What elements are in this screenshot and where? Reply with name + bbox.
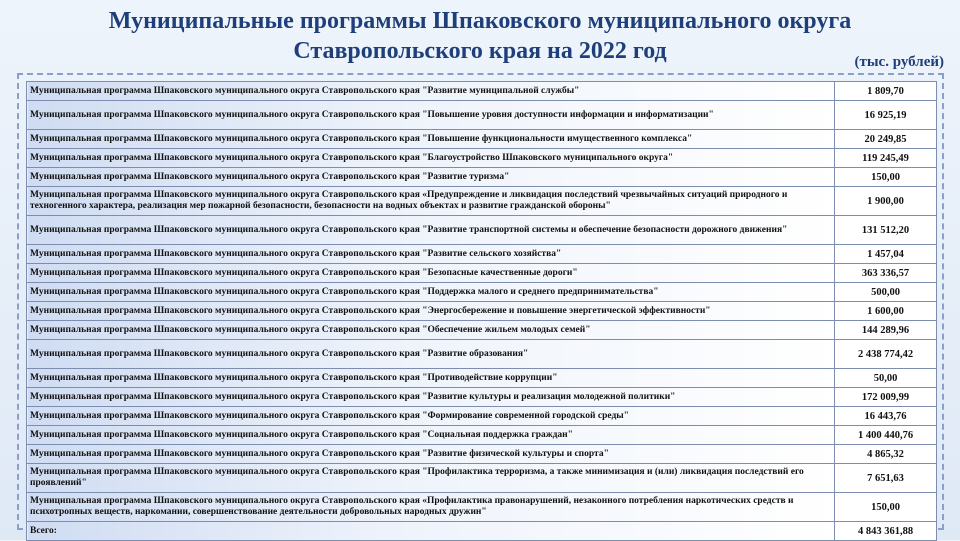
program-amount: 16 925,19 bbox=[835, 101, 937, 130]
program-name: Муниципальная программа Шпаковского муниципального округа Ставропольского края "Развитие сельского хозяйства" bbox=[27, 245, 835, 264]
table-row bbox=[27, 216, 937, 245]
program-name: Муниципальная программа Шпаковского муниципального округа Ставропольского края "Развитие образования" bbox=[27, 340, 835, 369]
programs-table bbox=[26, 81, 937, 541]
program-name: Муниципальная программа Шпаковского муниципального округа Ставропольского края "Формирование современной городской среды" bbox=[27, 407, 835, 426]
title-line-2: Ставропольского края на 2022 год bbox=[293, 38, 667, 64]
program-amount: 50,00 bbox=[835, 369, 937, 388]
program-amount: 1 809,70 bbox=[835, 82, 937, 101]
program-name: Муниципальная программа Шпаковского муниципального округа Ставропольского края "Безопасные качественные дороги" bbox=[27, 264, 835, 283]
total-label: Всего: bbox=[27, 522, 835, 541]
program-amount: 172 009,99 bbox=[835, 388, 937, 407]
program-amount: 500,00 bbox=[835, 283, 937, 302]
program-amount: 4 865,32 bbox=[835, 445, 937, 464]
table-row bbox=[27, 388, 937, 407]
program-name: Муниципальная программа Шпаковского муниципального округа Ставропольского края "Противодействие коррупции" bbox=[27, 369, 835, 388]
program-amount: 2 438 774,42 bbox=[835, 340, 937, 369]
table-row bbox=[27, 149, 937, 168]
program-name: Муниципальная программа Шпаковского муниципального округа Ставропольского края "Поддержка малого и среднего предпринимательства" bbox=[27, 283, 835, 302]
program-amount: 20 249,85 bbox=[835, 130, 937, 149]
program-amount: 363 336,57 bbox=[835, 264, 937, 283]
program-name: Муниципальная программа Шпаковского муниципального округа Ставропольского края "Развитие муниципальной службы" bbox=[27, 82, 835, 101]
program-name: Муниципальная программа Шпаковского муниципального округа Ставропольского края "Повышение функциональности имущественного комплекса" bbox=[27, 130, 835, 149]
table-row bbox=[27, 283, 937, 302]
program-name: Муниципальная программа Шпаковского муниципального округа Ставропольского края "Повышение уровня доступности информации и информатизации" bbox=[27, 101, 835, 130]
table-row bbox=[27, 82, 937, 101]
program-name: Муниципальная программа Шпаковского муниципального округа Ставропольского края "Социальная поддержка граждан" bbox=[27, 426, 835, 445]
table-row bbox=[27, 302, 937, 321]
table-row bbox=[27, 493, 937, 522]
program-amount: 119 245,49 bbox=[835, 149, 937, 168]
program-name: Муниципальная программа Шпаковского муниципального округа Ставропольского края "Обеспечение жильем молодых семей" bbox=[27, 321, 835, 340]
program-amount: 144 289,96 bbox=[835, 321, 937, 340]
program-amount: 16 443,76 bbox=[835, 407, 937, 426]
table-row bbox=[27, 407, 937, 426]
program-name: Муниципальная программа Шпаковского муниципального округа Ставропольского края "Энергосбережение и повышение энергетической эффективности" bbox=[27, 302, 835, 321]
table-row bbox=[27, 426, 937, 445]
program-amount: 1 900,00 bbox=[835, 187, 937, 216]
program-name: Муниципальная программа Шпаковского муниципального округа Ставропольского края «Профилактика правонарушений, незаконного потребления наркотических средств и психотропных веществ, наркомании, совершенствование деятельности добровольных народных дружин" bbox=[27, 493, 835, 522]
program-amount: 1 400 440,76 bbox=[835, 426, 937, 445]
table-row bbox=[27, 464, 937, 493]
program-amount: 1 457,04 bbox=[835, 245, 937, 264]
table-row bbox=[27, 245, 937, 264]
unit-label: (тыс. рублей) bbox=[854, 54, 944, 70]
table-row bbox=[27, 130, 937, 149]
table-row bbox=[27, 321, 937, 340]
program-name: Муниципальная программа Шпаковского муниципального округа Ставропольского края "Профилактика терроризма, а также минимизация и (или) ликвидация последствий его проявлений" bbox=[27, 464, 835, 493]
program-amount: 150,00 bbox=[835, 168, 937, 187]
program-amount: 1 600,00 bbox=[835, 302, 937, 321]
program-name: Муниципальная программа Шпаковского муниципального округа Ставропольского края "Развитие культуры и реализация молодежной политики" bbox=[27, 388, 835, 407]
program-name: Муниципальная программа Шпаковского муниципального округа Ставропольского края "Развитие физической культуры и спорта" bbox=[27, 445, 835, 464]
table-row bbox=[27, 264, 937, 283]
page-title bbox=[0, 6, 960, 66]
program-amount: 131 512,20 bbox=[835, 216, 937, 245]
total-row bbox=[27, 522, 937, 541]
program-name: Муниципальная программа Шпаковского муниципального округа Ставропольского края "Развитие транспортной системы и обеспечение безопасности дорожного движения" bbox=[27, 216, 835, 245]
program-name: Муниципальная программа Шпаковского муниципального округа Ставропольского края «Предупреждение и ликвидация последствий чрезвычайных ситуаций природного и техногенного характера, реализация мер пожарной безопасности, безопасности на водных объектах и развитие гражданской обороны" bbox=[27, 187, 835, 216]
table-row bbox=[27, 369, 937, 388]
table-row bbox=[27, 168, 937, 187]
total-amount: 4 843 361,88 bbox=[835, 522, 937, 541]
title-line-1: Муниципальные программы Шпаковского муниципального округа bbox=[108, 8, 852, 34]
program-name: Муниципальная программа Шпаковского муниципального округа Ставропольского края "Благоустройство Шпаковского муниципального округа" bbox=[27, 149, 835, 168]
program-amount: 7 651,63 bbox=[835, 464, 937, 493]
program-name: Муниципальная программа Шпаковского муниципального округа Ставропольского края "Развитие туризма" bbox=[27, 168, 835, 187]
table-row bbox=[27, 340, 937, 369]
table-row bbox=[27, 187, 937, 216]
program-amount: 150,00 bbox=[835, 493, 937, 522]
table-row bbox=[27, 101, 937, 130]
table-row bbox=[27, 445, 937, 464]
